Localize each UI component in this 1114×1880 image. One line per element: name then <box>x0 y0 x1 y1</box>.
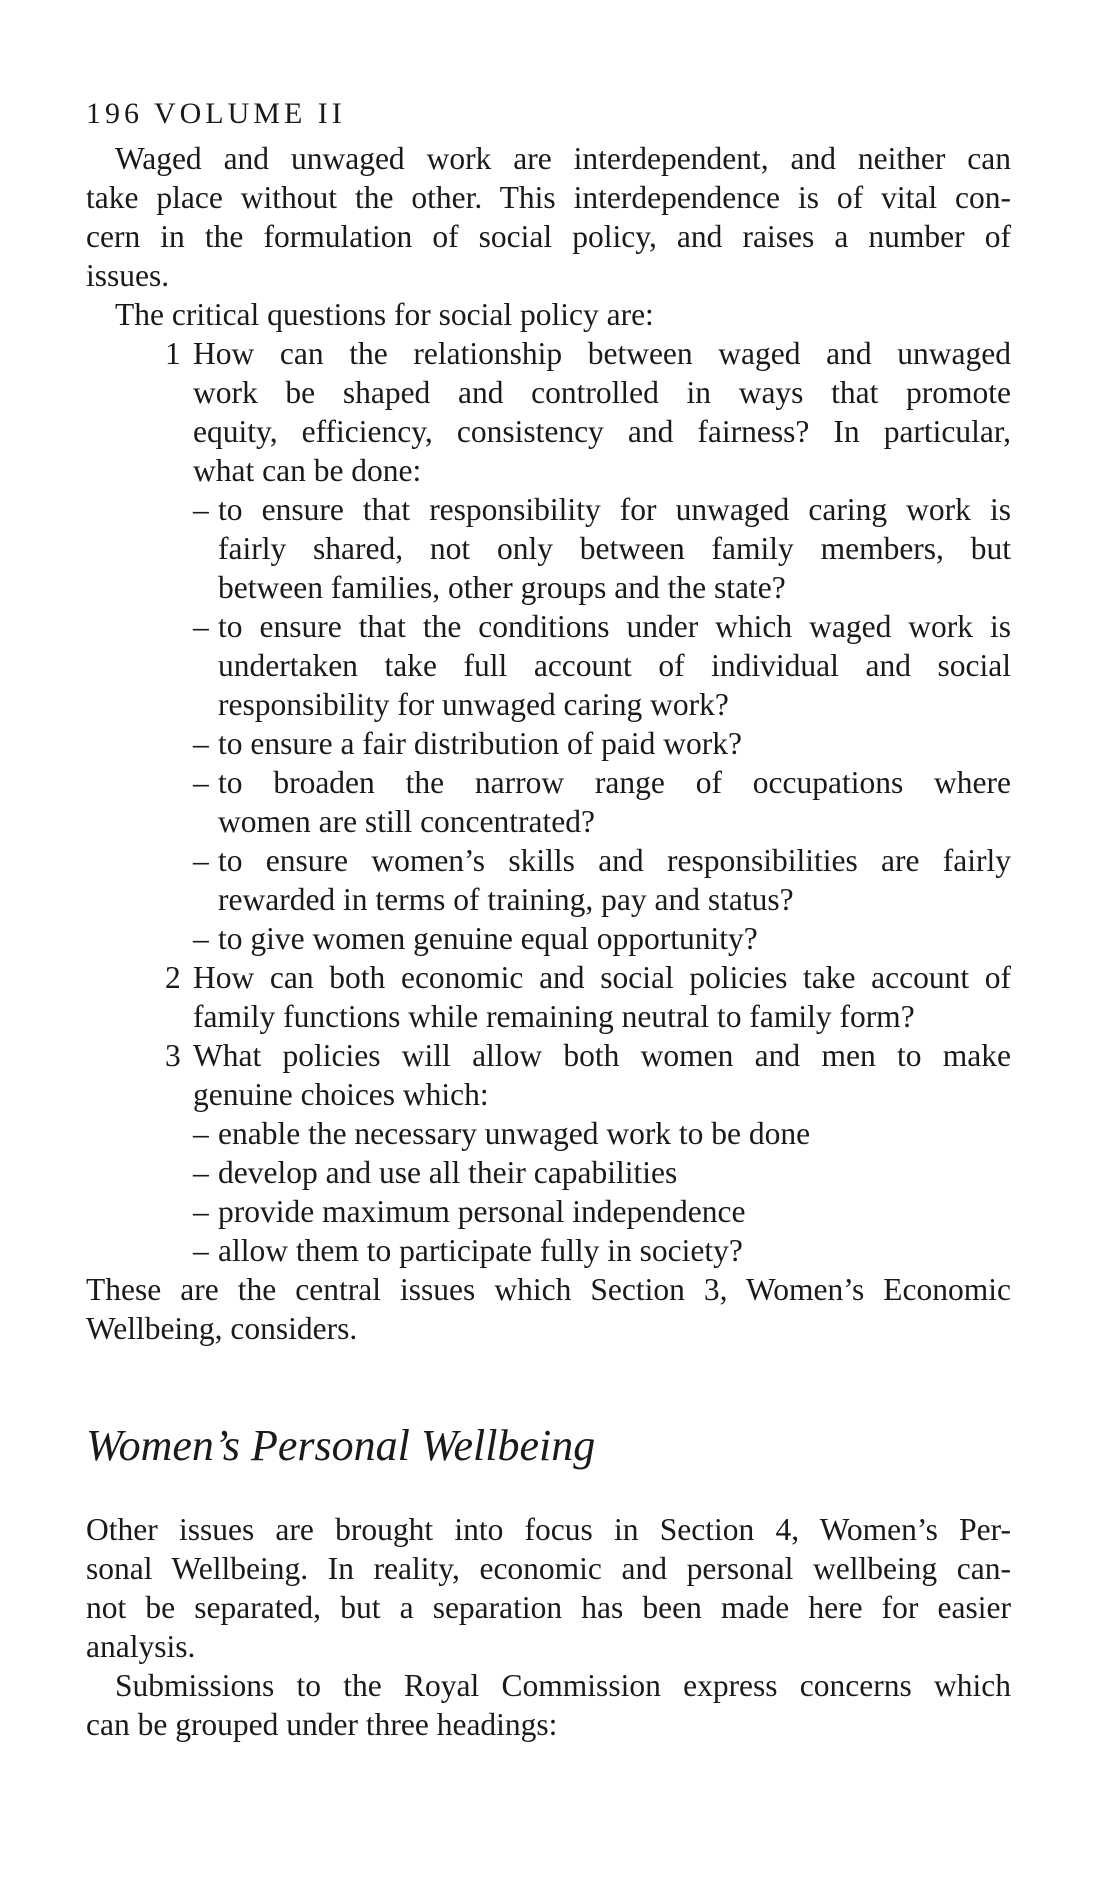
subitem-line: enable the necessary unwaged work to be done <box>218 1116 811 1151</box>
section-line: not be separated, but a separation has been made here for easier <box>86 1590 1011 1625</box>
question-line: work be shaped and controlled in ways that promote <box>193 375 1011 410</box>
question-number: 2 <box>165 960 181 995</box>
section-line: analysis. <box>86 1629 196 1664</box>
dash-marker: – <box>193 492 209 527</box>
intro-line: cern in the formulation of social policy, and raises a number of <box>86 219 1011 254</box>
question-line: How can the relationship between waged and unwaged <box>193 336 1011 371</box>
dash-marker: – <box>193 1116 209 1151</box>
questions-intro: The critical questions for social policy are: <box>115 297 654 332</box>
section-line: Other issues are brought into focus in Section 4, Women’s Per- <box>86 1512 1011 1547</box>
subitem-line: to ensure that responsibility for unwaged caring work is <box>218 492 1011 527</box>
subitem-line: to ensure women’s skills and responsibilities are fairly <box>218 843 1011 878</box>
dash-marker: – <box>193 1155 209 1190</box>
subitem-line: to broaden the narrow range of occupations where <box>218 765 1011 800</box>
subitem-line: allow them to participate fully in society? <box>218 1233 743 1268</box>
question-number: 1 <box>165 336 181 371</box>
closing-line: Wellbeing, considers. <box>86 1311 358 1346</box>
subitem-line: fairly shared, not only between family members, but <box>218 531 1011 566</box>
intro-line: take place without the other. This interdependence is of vital con- <box>86 180 1011 215</box>
dash-marker: – <box>193 843 209 878</box>
question-line: What policies will allow both women and men to make <box>193 1038 1011 1073</box>
subitem-line: responsibility for unwaged caring work? <box>218 687 729 722</box>
question-number: 3 <box>165 1038 181 1073</box>
subitem-line: undertaken take full account of individual and social <box>218 648 1011 683</box>
section-heading: Women’s Personal Wellbeing <box>86 1421 596 1470</box>
dash-marker: – <box>193 921 209 956</box>
subitem-line: between families, other groups and the state? <box>218 570 786 605</box>
subitem-line: rewarded in terms of training, pay and status? <box>218 882 794 917</box>
dash-marker: – <box>193 765 209 800</box>
subitem-line: to ensure that the conditions under which waged work is <box>218 609 1011 644</box>
intro-line: issues. <box>86 258 170 293</box>
subitem-line: develop and use all their capabilities <box>218 1155 678 1190</box>
question-line: family functions while remaining neutral to family form? <box>193 999 915 1034</box>
question-line: what can be done: <box>193 453 422 488</box>
subitem-line: to give women genuine equal opportunity? <box>218 921 758 956</box>
dash-marker: – <box>193 609 209 644</box>
question-line: How can both economic and social policies take account of <box>193 960 1011 995</box>
section-line: Submissions to the Royal Commission express concerns which <box>115 1668 1011 1703</box>
subitem-line: to ensure a fair distribution of paid work? <box>218 726 742 761</box>
subitem-line: women are still concentrated? <box>218 804 595 839</box>
dash-marker: – <box>193 1194 209 1229</box>
running-head: 196 VOLUME II <box>86 97 346 130</box>
question-line: equity, efficiency, consistency and fairness? In particular, <box>193 414 1011 449</box>
dash-marker: – <box>193 726 209 761</box>
closing-line: These are the central issues which Section 3, Women’s Economic <box>86 1272 1011 1307</box>
question-line: genuine choices which: <box>193 1077 489 1112</box>
section-line: can be grouped under three headings: <box>86 1707 558 1742</box>
subitem-line: provide maximum personal independence <box>218 1194 746 1229</box>
dash-marker: – <box>193 1233 209 1268</box>
intro-line: Waged and unwaged work are interdependent, and neither can <box>115 141 1011 176</box>
section-line: sonal Wellbeing. In reality, economic and personal wellbeing can- <box>86 1551 1011 1586</box>
